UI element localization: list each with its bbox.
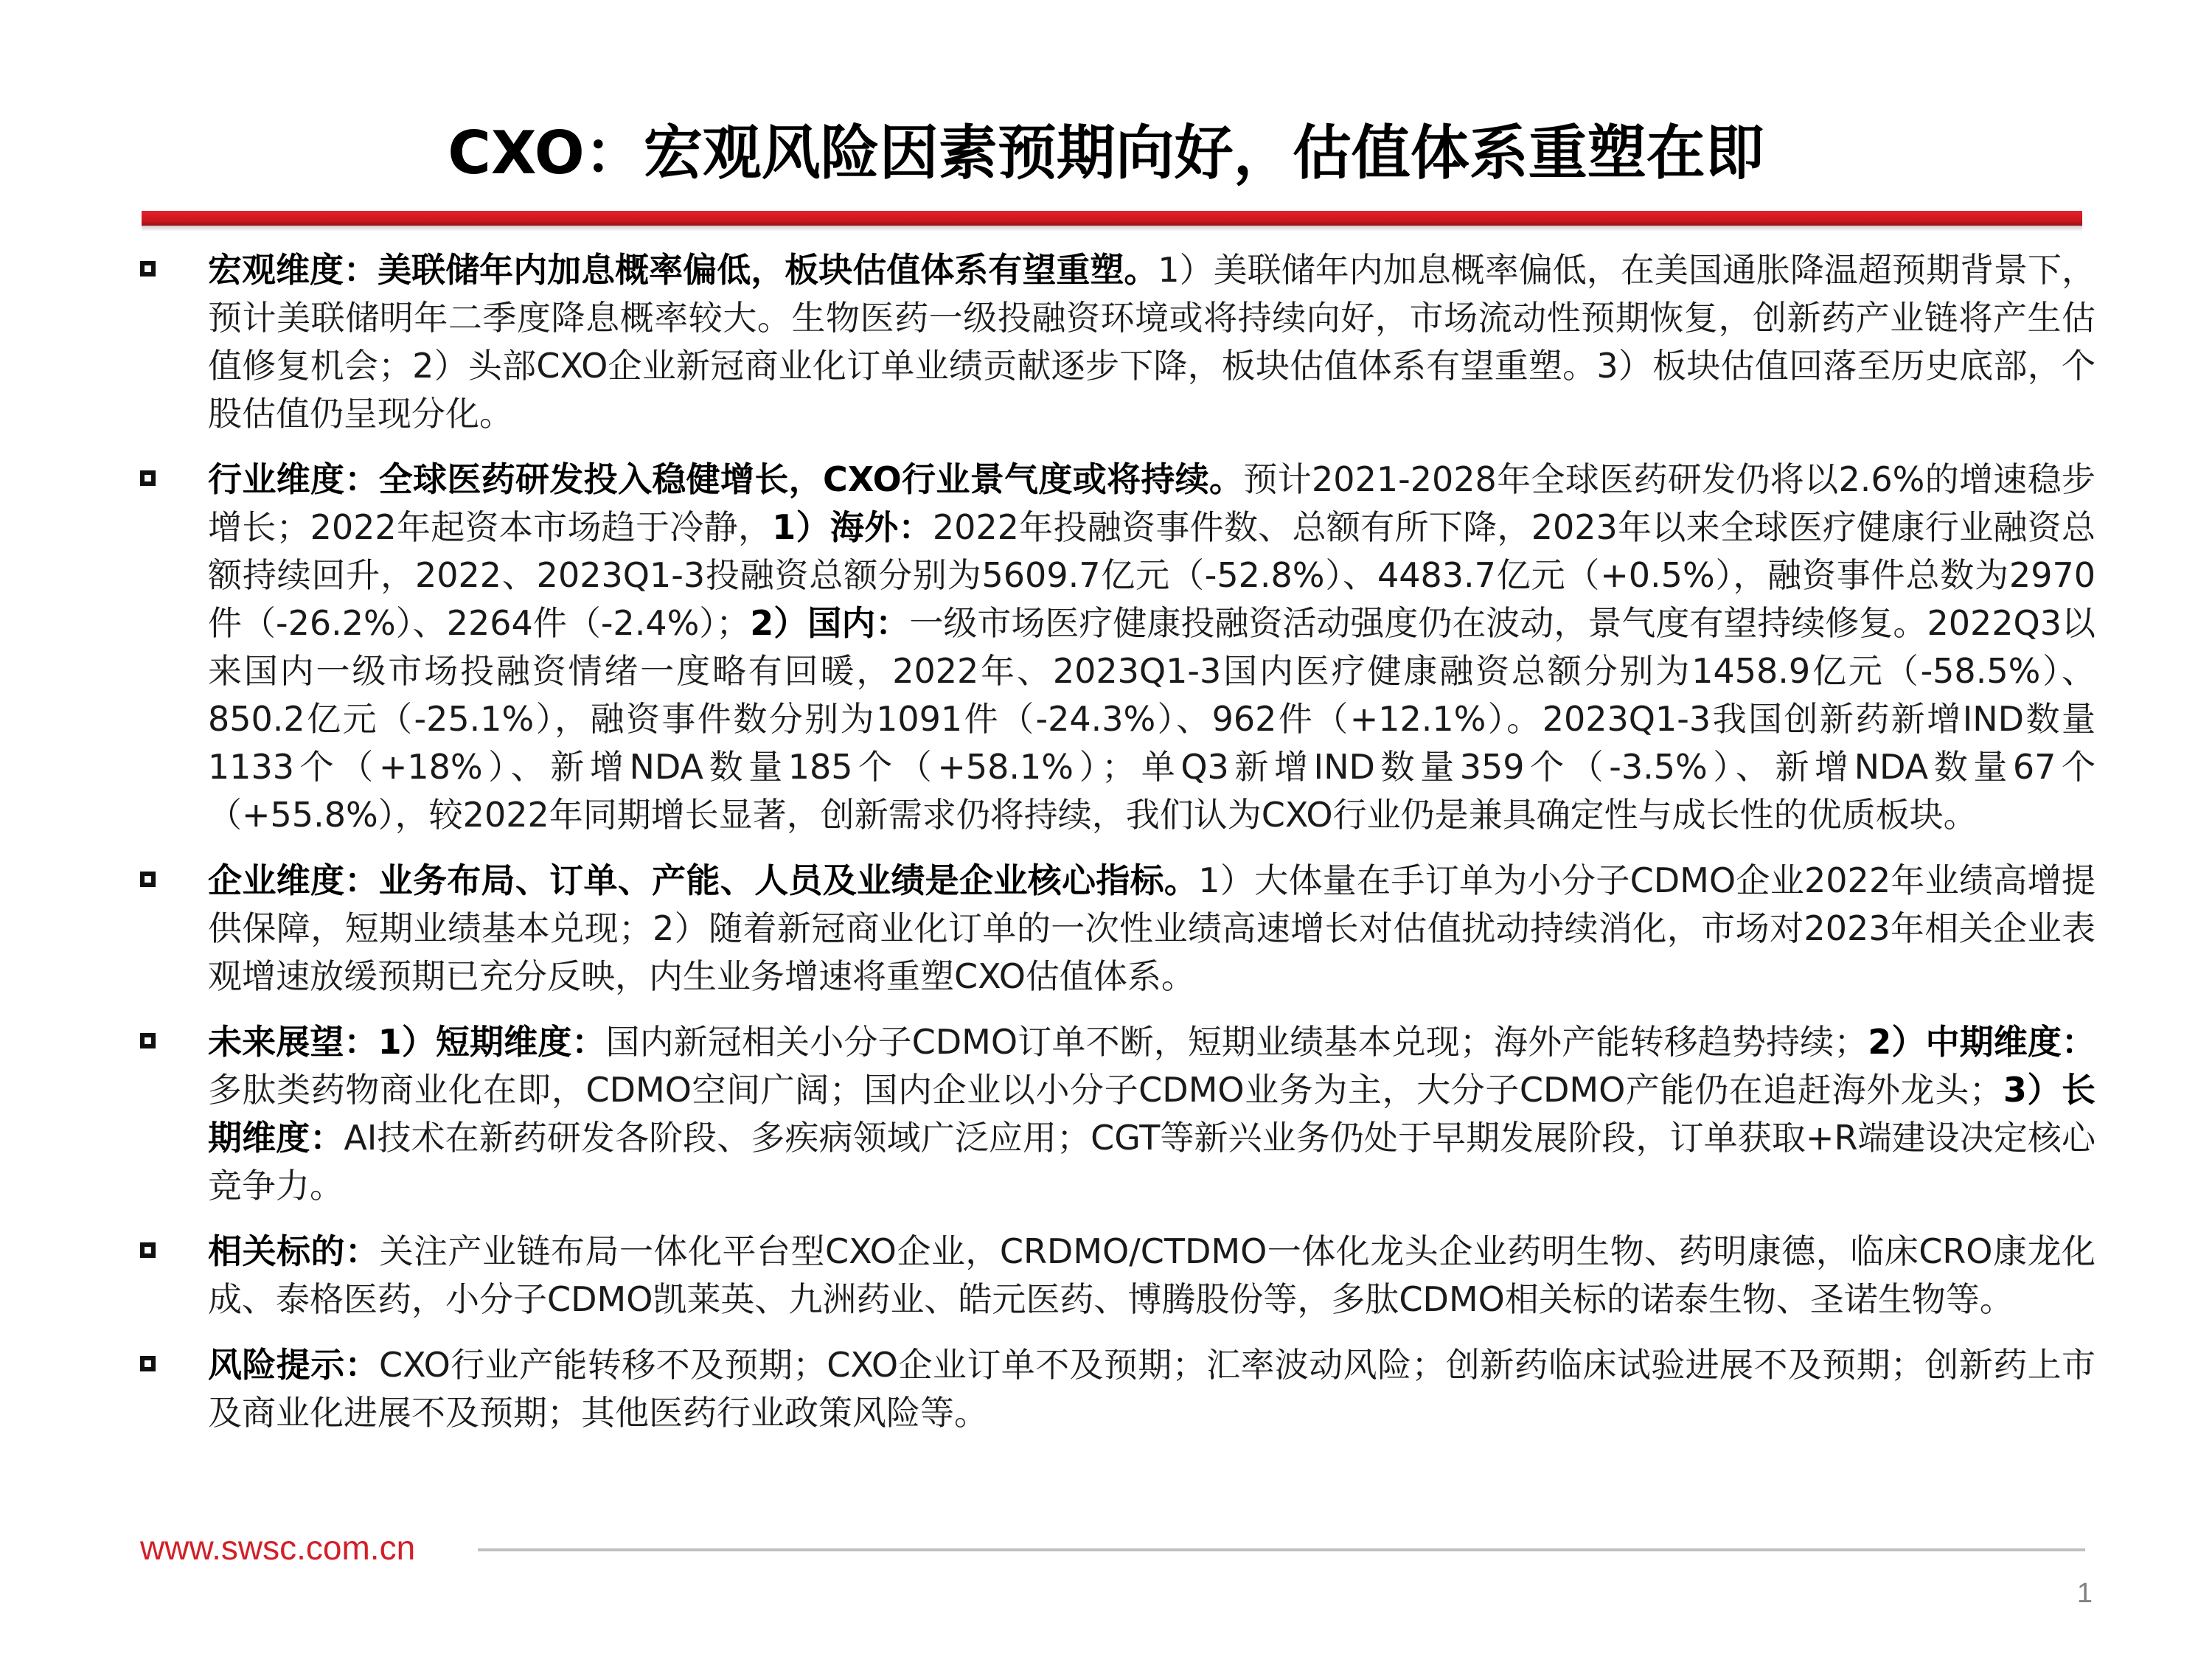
bullet-list [134, 246, 2096, 1455]
text-segment: 多肽类药物商业化在即，CDMO空间广阔；国内企业以小分子CDMO业务为主，大分子CDMO产能仍在追赶海外龙头； [208, 1070, 2003, 1110]
text-segment: 2022年投融资事件数、总额有所下降，2023年以来全球医疗健康行业融资总额持续回升，2022、2023Q1-3投融资总额分别为5609.7亿元（-52.8%）、4483.7亿元（+0.5%），融资事件总数为2970件（-26.2%）、2264件（-2.4%）； [208, 507, 2096, 643]
square-bullet-icon [140, 1033, 156, 1048]
text-segment: AI技术在新药研发各阶段、多疾病领域广泛应用；CGT等新兴业务仍处于早期发展阶段，订单获取+R端建设决定核心竞争力。 [208, 1118, 2096, 1206]
text-segment: CXO行业产能转移不及预期；CXO企业订单不及预期；汇率波动风险；创新药临床试验进展不及预期；创新药上市及商业化进展不及预期；其他医药行业政策风险等。 [208, 1345, 2096, 1433]
bullet-item-targets [134, 1228, 2096, 1324]
footer-website-link[interactable]: www.swsc.com.cn [140, 1528, 416, 1567]
text-segment: 3）长期维度： [208, 1070, 2096, 1158]
square-bullet-icon [140, 1356, 156, 1371]
footer-divider [478, 1548, 2085, 1551]
text-segment: 1）美联储年内加息概率偏低，在美国通胀降温超预期背景下，预计美联储明年二季度降息概率较大。生物医药一级投融资环境或将持续向好，市场流动性预期恢复，创新药产业链将产生估值修复机会；2）头部CXO企业新冠商业化订单业绩贡献逐步下降，板块估值体系有望重塑。3）板块估值回落至历史底部，个股估值仍呈现分化。 [208, 250, 2096, 434]
title-divider-bar [142, 211, 2082, 226]
bullet-text [208, 857, 2096, 1001]
bullet-text [208, 1018, 2096, 1210]
page-number: 1 [2076, 1578, 2093, 1609]
square-bullet-icon [140, 1242, 156, 1258]
text-segment: 2）国内： [750, 603, 910, 643]
square-bullet-icon [140, 261, 156, 276]
title-divider-shadow [142, 226, 2082, 232]
text-segment: 企业维度：业务布局、订单、产能、人员及业绩是企业核心指标。 [208, 860, 1199, 900]
text-segment: 行业维度：全球医药研发投入稳健增长，CXO行业景气度或将持续。 [208, 459, 1244, 499]
text-segment: 1）大体量在手订单为小分子CDMO企业2022年业绩高增提供保障，短期业绩基本兑现；2）随着新冠商业化订单的一次性业绩高速增长对估值扰动持续消化，市场对2023年相关企业表观增速放缓预期已充分反映，内生业务增速将重塑CXO估值体系。 [208, 860, 2096, 996]
text-segment: 未来展望：1）短期维度： [208, 1022, 606, 1062]
text-segment: 风险提示： [208, 1345, 379, 1385]
square-bullet-icon [140, 470, 156, 486]
text-segment: 相关标的： [208, 1231, 380, 1271]
text-segment: 国内新冠相关小分子CDMO订单不断，短期业绩基本兑现；海外产能转移趋势持续； [605, 1022, 1868, 1062]
bullet-item-industry [134, 456, 2096, 839]
bullet-item-risks [134, 1341, 2096, 1437]
bullet-text [208, 1228, 2096, 1324]
bullet-item-enterprise [134, 857, 2096, 1001]
text-segment: 一级市场医疗健康投融资活动强度仍在波动，景气度有望持续修复。2022Q3以来国内一级市场投融资情绪一度略有回暖，2022年、2023Q1-3国内医疗健康融资总额分别为1458.9亿元（-58.5%）、850.2亿元（-25.1%），融资事件数分别为1091件（-24.3%）、962件（+12.1%）。2023Q1-3我国创新药新增IND数量1133个（+18%）、新增NDA数量185个（+58.1%）；单Q3新增IND数量359个（-3.5%）、新增NDA数量67个（+55.8%），较2022年同期增长显著，创新需求仍将持续，我们认为CXO行业仍是兼具确定性与成长性的优质板块。 [208, 603, 2096, 835]
bullet-text [208, 1341, 2096, 1437]
bullet-item-outlook [134, 1018, 2096, 1210]
bullet-text [208, 246, 2096, 438]
text-segment: 关注产业链布局一体化平台型CXO企业，CRDMO/CTDMO一体化龙头企业药明生物、药明康德，临床CRO康龙化成、泰格医药，小分子CDMO凯莱英、九洲药业、皓元医药、博腾股份等，多肽CDMO相关标的诺泰生物、圣诺生物等。 [208, 1231, 2096, 1319]
square-bullet-icon [140, 872, 156, 887]
text-segment: 预计2021-2028年全球医药研发仍将以2.6%的增速稳步增长；2022年起资本市场趋于冷静， [208, 459, 2096, 547]
text-segment: 2）中期维度： [1868, 1022, 2096, 1062]
text-segment: 1）海外： [772, 507, 933, 547]
bullet-text [208, 456, 2096, 839]
text-segment: 宏观维度：美联储年内加息概率偏低，板块估值体系有望重塑。 [208, 250, 1158, 290]
page-title: CXO：宏观风险因素预期向好，估值体系重塑在即 [448, 119, 1764, 187]
bullet-item-macro [134, 246, 2096, 438]
